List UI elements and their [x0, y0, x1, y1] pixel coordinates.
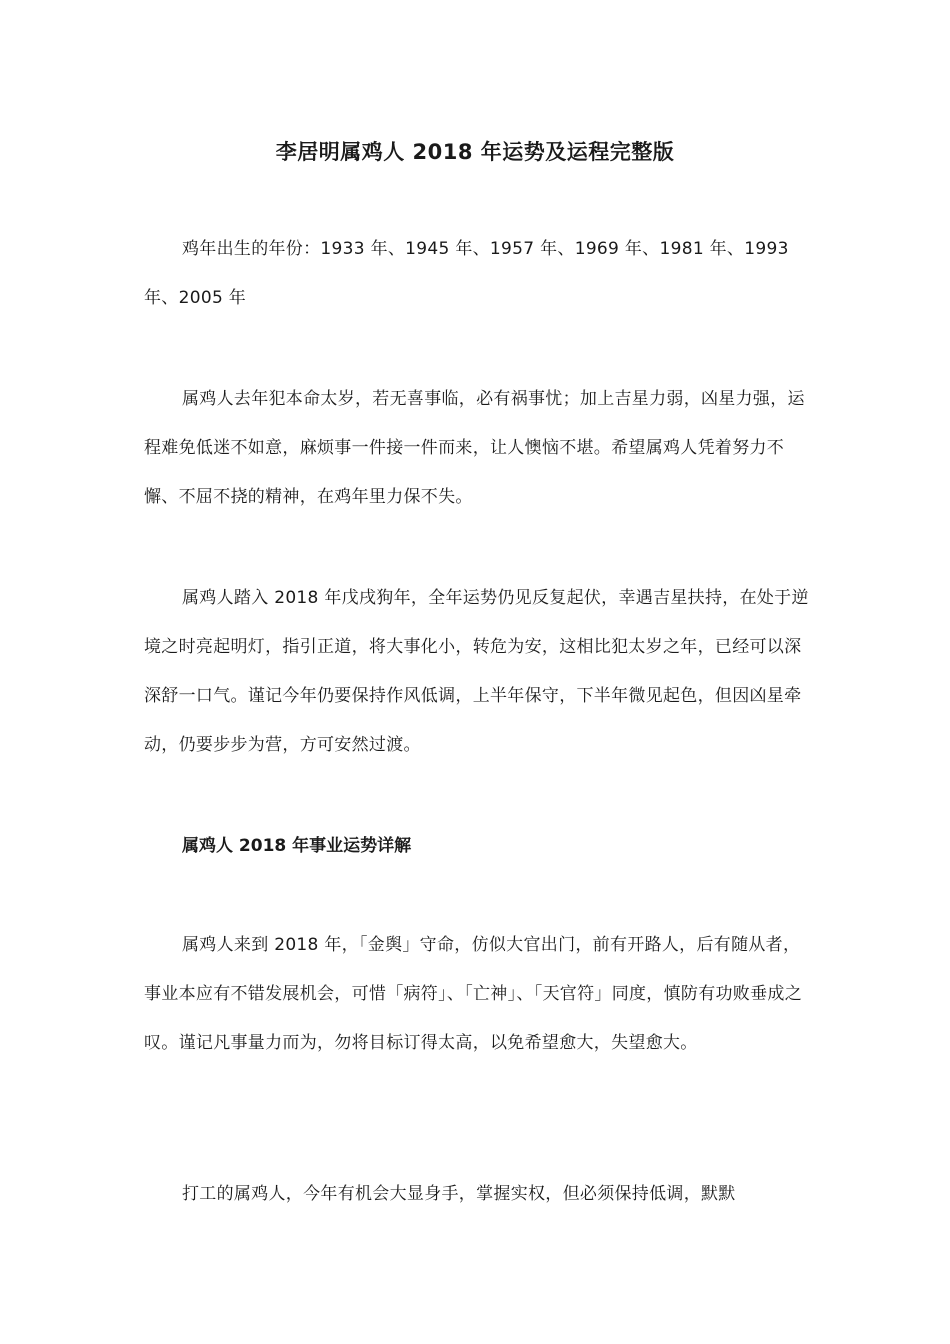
career-section-heading: 属鸡人 2018 年事业运势详解	[182, 836, 412, 856]
intro-paragraph-1: 属鸡人去年犯本命太岁，若无喜事临，必有祸事忧；加上吉星力弱，凶星力强，运程难免低迷不如意，麻烦事一件接一件而来，让人懊恼不堪。希望属鸡人凭着努力不懈、不屈不挠的精神，在鸡年里力保不失。	[144, 389, 805, 507]
intro-paragraph-2: 属鸡人踏入 2018 年戊戌狗年，全年运势仍见反复起伏，幸遇吉星扶持，在处于逆境之时亮起明灯，指引正道，将大事化小，转危为安，这相比犯太岁之年，已经可以深深舒一口气。谨记今年仍要保持作风低调，上半年保守，下半年微见起色，但因凶星牵动，仍要步步为营，方可安然过渡。	[144, 588, 809, 755]
birth-years-paragraph: 鸡年出生的年份：1933 年、1945 年、1957 年、1969 年、1981 年、1993 年、2005 年	[144, 239, 789, 308]
career-paragraph-2: 打工的属鸡人，今年有机会大显身手，掌握实权，但必须保持低调，默默	[182, 1184, 736, 1204]
document-title: 李居明属鸡人 2018 年运势及运程完整版	[275, 140, 675, 164]
career-paragraph-1: 属鸡人来到 2018 年，「金舆」守命，仿似大官出门，前有开路人，后有随从者，事业本应有不错发展机会，可惜「病符」、「亡神」、「天官符」同度，慎防有功败垂成之叹。谨记凡事量力而为，勿将目标订得太高，以免希望愈大，失望愈大。	[144, 935, 802, 1053]
